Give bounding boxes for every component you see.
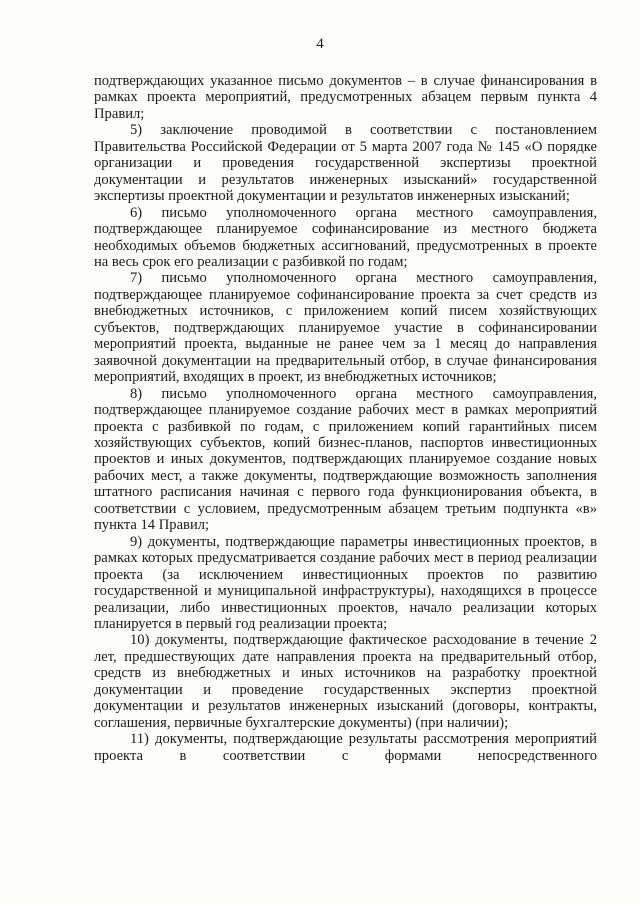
document-body (94, 73, 597, 764)
paragraph-item-6: 6) письмо уполномоченного органа местного самоуправления, подтверждающее планируемое софинансирование из местного бюджета необходимых объемов бюджетных ассигнований, предусмотренных в проекте на весь срок его реализации с разбивкой по годам; (94, 204, 597, 270)
paragraph-item-5: 5) заключение проводимой в соответствии с постановлением Правительства Российской Федерации от 5 марта 2007 года № 145 «О порядке организации и проведения государственной экспертизы проектной документации и результатов инженерных изысканий» государственной экспертизы проектной документации и результатов инженерных изысканий; (94, 122, 597, 205)
paragraph-item-10: 10) документы, подтверждающие фактическое расходование в течение 2 лет, предшествующих дате направления проекта на предварительный отбор, средств из внебюджетных и иных источников на разработку проектной документации и проведение государственных экспертиз проектной документации и результатов инженерных изысканий (договоры, контракты, соглашения, первичные бухгалтерские документы) (при наличии); (94, 632, 597, 731)
paragraph-continuation: подтверждающих указанное письмо документов – в случае финансирования в рамках проекта мероприятий, предусмотренных абзацем первым пункта 4 Правил; (94, 73, 597, 122)
paragraph-item-7: 7) письмо уполномоченного органа местного самоуправления, подтверждающее планируемое софинансирование проекта за счет средств из внебюджетных источников, с приложением копий писем хозяйствующих субъектов, подтверждающих планируемое участие в софинансировании мероприятий проекта, выданные не ранее чем за 1 месяц до направления заявочной документации на предварительный отбор, в случае финансирования мероприятий, входящих в проект, из внебюджетных источников; (94, 270, 597, 386)
paragraph-item-8: 8) письмо уполномоченного органа местного самоуправления, подтверждающее планируемое создание рабочих мест в рамках мероприятий проекта с разбивкой по годам, с приложением копий гарантийных писем хозяйствующих субъектов, копий бизнес-планов, паспортов инвестиционных проектов и иных документов, подтверждающих планируемое создание новых рабочих мест, а также документы, подтверждающие возможность заполнения штатного расписания начиная с первого года функционирования объекта, в соответствии с условием, предусмотренным абзацем третьим подпункта «в» пункта 14 Правил; (94, 385, 597, 534)
paragraph-item-11: 11) документы, подтверждающие результаты рассмотрения мероприятий проекта в соответствии с формами непосредственного (94, 731, 597, 764)
page-number: 4 (316, 36, 324, 52)
paragraph-item-9: 9) документы, подтверждающие параметры инвестиционных проектов, в рамках которых предусматривается создание рабочих мест в период реализации проекта (за исключением инвестиционных проектов по развитию государственной и муниципальной инфраструктуры), находящихся в процессе реализации, либо инвестиционных проектов, начало реализации которых планируется в первый год реализации проекта; (94, 533, 597, 632)
